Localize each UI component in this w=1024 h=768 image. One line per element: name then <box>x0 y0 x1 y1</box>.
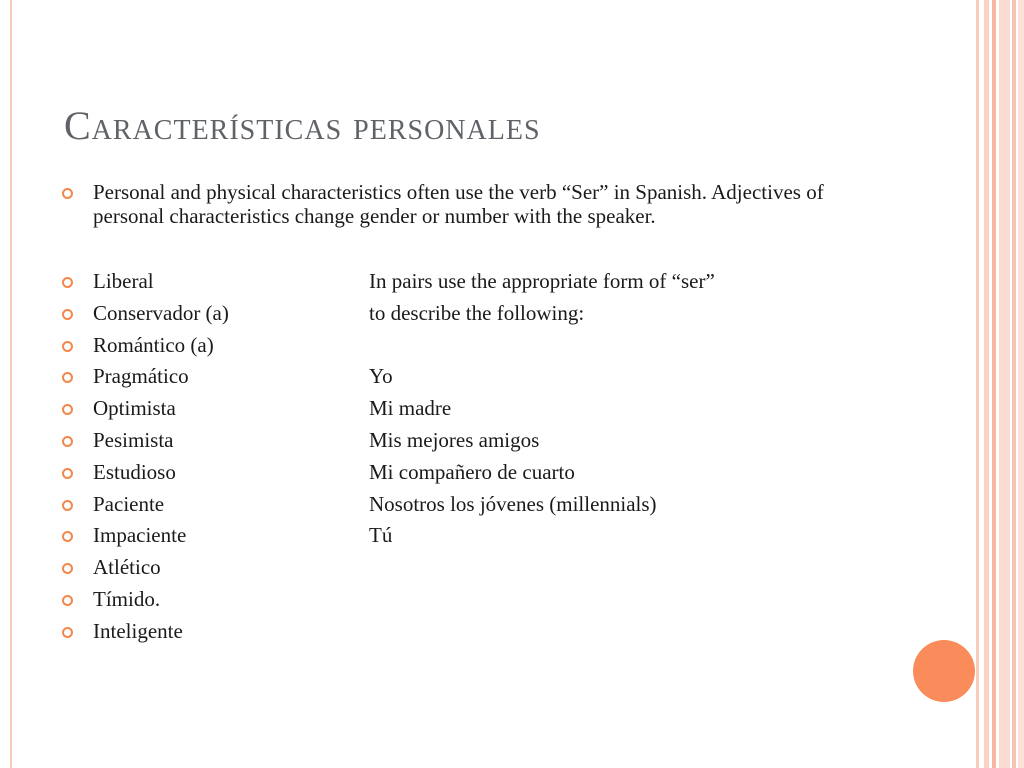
adjective: Atlético <box>93 555 161 580</box>
list-item <box>62 489 942 521</box>
list-item <box>62 361 942 393</box>
list-item <box>62 266 942 298</box>
ring-bullet-icon <box>62 468 73 479</box>
instruction-text: In pairs use the appropriate form of “ser” <box>369 269 715 293</box>
list-item <box>62 330 942 362</box>
slide-title: Características personales <box>64 103 541 148</box>
left-border-decoration <box>0 0 12 768</box>
adjective: Liberal <box>93 269 154 293</box>
subject-text: Nosotros los jóvenes (millennials) <box>369 491 657 516</box>
list-item <box>62 520 942 552</box>
ring-bullet-icon <box>62 341 73 352</box>
subject-text: Mi madre <box>369 396 452 421</box>
right-stripe-decoration <box>984 0 989 768</box>
right-stripe-decoration <box>999 0 1010 768</box>
right-stripe-decoration <box>992 0 996 768</box>
orange-circle-decoration <box>913 640 975 702</box>
subject-text: Mis mejores amigos <box>369 427 540 452</box>
adjective: Inteligente <box>93 618 183 643</box>
intro-text: Personal and physical characteristics often use the verb “Ser” in Spanish. Adjectives of personal characteristics change gender or number with the speaker. <box>93 180 824 228</box>
ring-bullet-icon <box>62 627 73 638</box>
right-stripe-decoration <box>1018 0 1024 768</box>
adjective: Romántico (a) <box>93 332 214 357</box>
ring-bullet-icon <box>62 436 73 447</box>
ring-bullet-icon <box>62 500 73 511</box>
list-item <box>62 425 942 457</box>
adjective: Pesimista <box>93 427 174 452</box>
list-item <box>62 616 942 648</box>
subject-text: Tú <box>369 523 393 548</box>
ring-bullet-icon <box>62 563 73 574</box>
instruction-text: to describe the following: <box>369 300 585 325</box>
list-item <box>62 393 942 425</box>
ring-bullet-icon <box>62 595 73 606</box>
ring-bullet-icon <box>62 372 73 383</box>
subject-text: Mi compañero de cuarto <box>369 459 575 484</box>
ring-bullet-icon <box>62 404 73 415</box>
subject-text: Yo <box>369 364 393 389</box>
list-item <box>62 457 942 489</box>
list-item <box>62 552 942 584</box>
ring-bullet-icon <box>62 277 73 288</box>
ring-bullet-icon <box>62 188 73 199</box>
ring-bullet-icon <box>62 309 73 320</box>
intro-paragraph <box>62 180 833 228</box>
adjective: Optimista <box>93 396 176 421</box>
adjective: Impaciente <box>93 523 187 548</box>
adjective: Tímido. <box>93 586 161 611</box>
ring-bullet-icon <box>62 531 73 542</box>
adjective: Estudioso <box>93 459 176 484</box>
right-stripe-decoration <box>976 0 979 768</box>
list-item <box>62 584 942 616</box>
list-item <box>62 298 942 330</box>
adjective: Paciente <box>93 491 165 516</box>
slide-content <box>62 180 942 648</box>
right-stripe-decoration <box>1012 0 1016 768</box>
adjective: Pragmático <box>93 364 189 389</box>
adjective: Conservador (a) <box>93 300 229 325</box>
